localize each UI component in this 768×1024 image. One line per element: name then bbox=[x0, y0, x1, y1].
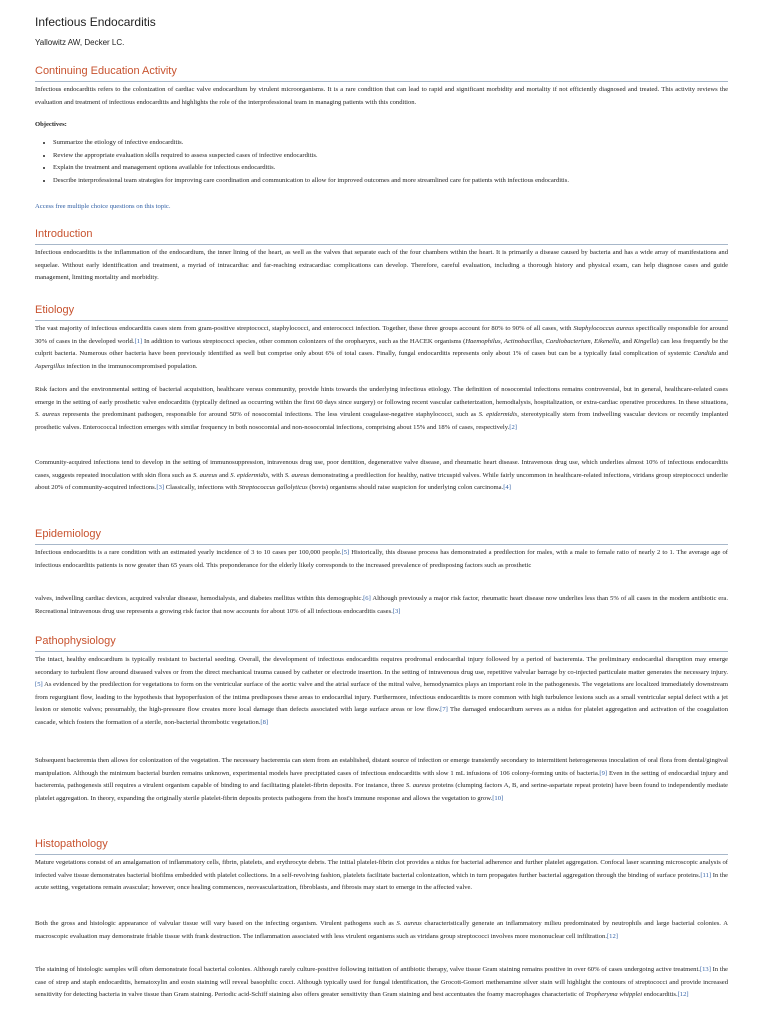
histopathology-paragraph-3: The staining of histologic samples will often demonstrate focal bacterial colonies. Although rarely culture-positive following initiation of antibiotic therapy, valve tissue Gram staining remains positive in over 60% of cases undergoing active treatment.[13] In the case of strep and staph endocarditis, hematoxylin and eosin staining will reveal basophilic cocci. Although typically used for fungal identification, the Grocott-Gomori methenamine silver stain will highlight the contours of streptococci and provide increased sensitivity for detecting bacteria in valve tissue than Gram staining. Periodic acid-Schiff staining also offers greater sensitivity than Gram staining and best accentuates the foamy macrophages characteristic of Tropheryma whipplei endocarditis.[12] bbox=[35, 966, 728, 999]
citation-link[interactable]: [11] bbox=[700, 871, 712, 879]
citation-link[interactable]: [13] bbox=[699, 966, 711, 973]
citation-link[interactable]: [5] bbox=[341, 549, 350, 556]
section-heading-epidemiology: Epidemiology bbox=[35, 528, 728, 545]
histopathology-paragraph-1: Mature vegetations consist of an amalgamation of inflammatory cells, fibrin, platelets, and erythrocyte debris. The initial platelet-fibrin clot provides a nidus for bacterial adherence and further platelet aggregation. Confocal laser scanning microscopic analysis of infected valve tissue demonstrates bacterial biofilms embedded with platelet collections. In a self-revolving fashion, platelets facilitate bacterial colonization, which in turn propagates further bacterial aggregation through the binding of surface proteins.[11] In the acute setting, vegetations remain avascular; however, once healing commences, neovascularization, fibroblasts, and fibrosis may start to emerge in the affected valve. bbox=[35, 859, 728, 892]
article-title: Infectious Endocarditis bbox=[35, 15, 156, 29]
citation-link[interactable]: [12] bbox=[606, 932, 618, 940]
citation-link[interactable]: [12] bbox=[677, 991, 689, 999]
citation-link[interactable]: [5] bbox=[35, 681, 43, 689]
objective-item: • Describe interprofessional team strategies for improving care coordination and communication to allow for improved outcomes and more streamlined care for patients with infectious endocarditis. bbox=[53, 175, 728, 188]
histopathology-paragraph-2: Both the gross and histologic appearance of valvular tissue will vary based on the infecting organism. Virulent pathogens such as S. aureus characteristically generate an inflammatory milieu predominated by neutrophils and large bacterial colonies. A macroscopic evaluation may demonstrate friable tissue with frank destruction. The inflammation associated with less virulent organisms such as viridans group streptococci involves more mononuclear cell infiltration.[12] bbox=[35, 920, 728, 940]
objectives-list bbox=[35, 137, 728, 187]
epidemiology-paragraph-2: valves, indwelling cardiac devices, acquired valvular disease, hemodialysis, and diabetes mellitus within this demographic.[6] Although previously a major risk factor, rheumatic heart disease now underlies less than 5% of all cases in the modern antibiotic era. Recreational intravenous drug use represents a growing risk factor that now accounts for about 10% of all infectious endocarditis cases.[3] bbox=[35, 595, 728, 615]
pathophysiology-paragraph-2: Subsequent bacteremia then allows for colonization of the vegetation. The necessary bacteremia can stem from an established, distant source of infection or emerge transiently secondary to intermittent heterogeneous inoculation of oral flora from dental/gingival manipulation. Although the minimum bacterial burden remains unknown, experimental models have precipitated cases of infectious endocarditis with slow 1 mL infusions of 106 colony-forming units of bacteria.[9] Even in the setting of endocardial injury and bacteremia, pathogenesis still requires a virulent organism capable of binding to and facilitating platelet-fibrin deposits. For instance, three S. aureus proteins (clumping factors A, B, and serine-aspartate repeat protein) have been found to independently mediate platelet aggregation. In theory, expanding the originally sterile platelet-fibrin deposits protects pathogens from the host's immune response and allows the vegetation to grow.[10] bbox=[35, 757, 728, 802]
citation-link[interactable]: [7] bbox=[440, 706, 448, 714]
cme-paragraph: Infectious endocarditis refers to the colonization of cardiac valve endocardium by virulent microorganisms. It is a rare condition that can lead to rapid and significant morbidity and mortality if not efficiently diagnosed and treated. This activity reviews the evaluation and treatment of infectious endocarditis and highlights the role of the interprofessional team in managing patients with this condition. bbox=[35, 86, 728, 106]
mcq-link[interactable]: Access free multiple choice questions on this topic. bbox=[35, 203, 171, 210]
section-heading-histopathology: Histopathology bbox=[35, 838, 728, 855]
citation-link[interactable]: [3] bbox=[156, 484, 165, 492]
objective-item: • Review the appropriate evaluation skills required to assess suspected cases of infective endocarditis. bbox=[53, 150, 728, 163]
pathophysiology-paragraph-1: The intact, healthy endocardium is typically resistant to bacterial seeding. Overall, the development of infectious endocarditis requires prodromal endocardial injury followed by a period of bacteremia. The preliminary endocardial disruption may emerge secondary to turbulent flow around diseased valves or from the direct mechanical trauma caused by catheter or electrode insertion. In the setting of intravenous drug use, repetitive valvular barrage by co-injected particulate matter generates the necessary injury.[5] As evidenced by the predilection for vegetations to form on the ventricular surface of the aortic valve and the atrial surface of the mitral valve, hemodynamics plays an important role in the pathogenesis. The vegetations are localized immediately downstream from regurgitant flow, leading to the hypothesis that hypoperfusion of the intima predisposes these areas to endocardial injury. Furthermore, infectious endocarditis is more common with high turbulence lesions such as a small ventricular septal defect with a jet lesion or stenotic valves; presumably, the high-pressure flow creates more local damage than defects associated with large surface areas or low flow.[7] The damaged endocardium serves as a nidus for platelet aggregation and activation of the coagulation cascade, which fosters the formation of a sterile, non-bacterial thrombotic vegetation.[8] bbox=[35, 656, 728, 726]
citation-link[interactable]: [2] bbox=[509, 423, 517, 431]
section-heading-cme: Continuing Education Activity bbox=[35, 65, 728, 82]
objective-item: • Summarize the etiology of infective endocarditis. bbox=[53, 137, 728, 150]
citation-link[interactable]: [6] bbox=[363, 595, 371, 602]
citation-link[interactable]: [1] bbox=[134, 337, 143, 345]
objectives-label: Objectives: bbox=[35, 121, 67, 128]
citation-link[interactable]: [3] bbox=[392, 607, 401, 615]
citation-link[interactable]: [9] bbox=[599, 769, 608, 777]
introduction-paragraph: Infectious endocarditis is the inflammation of the endocardium, the inner lining of the heart, as well as the valves that separate each of the four chambers within the heart. It is primarily a disease caused by bacteria and has a wide array of manifestations and sequelae. Without early identification and treatment, a myriad of intracardiac and far-reaching extracardiac complications can develop. Therefore, careful evaluation, including a thorough history and physical exam, can help diagnose cases and guide management, limiting mortality and morbidity. bbox=[35, 249, 728, 282]
etiology-paragraph-1: The vast majority of infectious endocarditis cases stem from gram-positive streptococci, staphylococci, and enterococci infection. Together, these three groups account for 80% to 90% of all cases, with Staphylococcus aureus specifically responsible for around 30% of cases in the developed world.[1] In addition to various streptococci species, other common colonizers of the oropharynx, such as the HACEK organisms (Haemophilus, Actinobacillus, Cardiobacterium, Eikenella, and Kingella) can less frequently be the culprit bacteria. Numerous other bacteria have been previously identified as well but comprise only about 6% of total cases. Finally, fungal endocarditis represents only about 1% of cases but can be a typically fatal complication of systemic Candida and Aspergillus infection in the immunocompromised population. bbox=[35, 325, 729, 370]
epidemiology-paragraph-1: Infectious endocarditis is a rare condition with an estimated yearly incidence of 3 to 10 cases per 100,000 people.[5] Historically, this disease process has demonstrated a predilection for males, with a male to female ratio of nearly 2 to 1. The average age of infectious endocarditis patients is now greater than 65 years old. This preponderance for the elderly likely corresponds to the increased prevalence of predisposing factors such as prosthetic bbox=[35, 549, 728, 569]
objectives-list-wrap bbox=[35, 137, 728, 187]
section-heading-introduction: Introduction bbox=[35, 228, 728, 245]
article-authors: Yallowitz AW, Decker LC. bbox=[35, 38, 125, 47]
section-heading-pathophysiology: Pathophysiology bbox=[35, 635, 728, 652]
citation-link[interactable]: [4] bbox=[503, 484, 511, 492]
section-heading-etiology: Etiology bbox=[35, 304, 728, 321]
citation-link[interactable]: [10] bbox=[492, 794, 504, 802]
objective-item: • Explain the treatment and management options available for infectious endocarditis. bbox=[53, 162, 728, 175]
etiology-paragraph-2: Risk factors and the environmental setting of bacterial acquisition, healthcare versus community, provide hints towards the underlying infectious etiology. The definition of nosocomial infections remains controversial, but in general, healthcare-related cases emerge in the setting of early prosthetic valve endocarditis (typically defined as occurring within the first 60 days since surgery) or following recent vascular catheterization, hemodialysis, hospitalization, or extra-cardiac operative procedures. In these situations, S. aureus represents the predominant pathogen, responsible for around 50% of nosocomial infections. The less virulent coagulase-negative staphylococci, such as S. epidermidis, stereotypically stem from indwelling vascular devices or recently implanted prosthetic valves. Enterococcal infection emerges with similar frequency in both nosocomial and non-nosocomial infections, comprising about 15% and 18% of cases, respectively.[2] bbox=[35, 386, 728, 431]
etiology-paragraph-3: Community-acquired infections tend to develop in the setting of immunosuppression, intravenous drug use, poor dentition, degenerative valve disease, and rheumatic heart disease. Intravenous drug use, which underlies almost 10% of infectious endocarditis cases, suggests repeated inoculation with skin flora such as S. aureus and S. epidermidis, with S. aureus demonstrating a predilection for healthy, native tricuspid valves. While fairly uncommon in healthcare-related infections, viridans group streptococci underlie about 20% of community-acquired infections.[3] Classically, infections with Streptococcus gallolyticus (bovis) organisms should raise suspicion for underlying colon carcinoma.[4] bbox=[35, 459, 728, 492]
citation-link[interactable]: [8] bbox=[260, 718, 269, 726]
